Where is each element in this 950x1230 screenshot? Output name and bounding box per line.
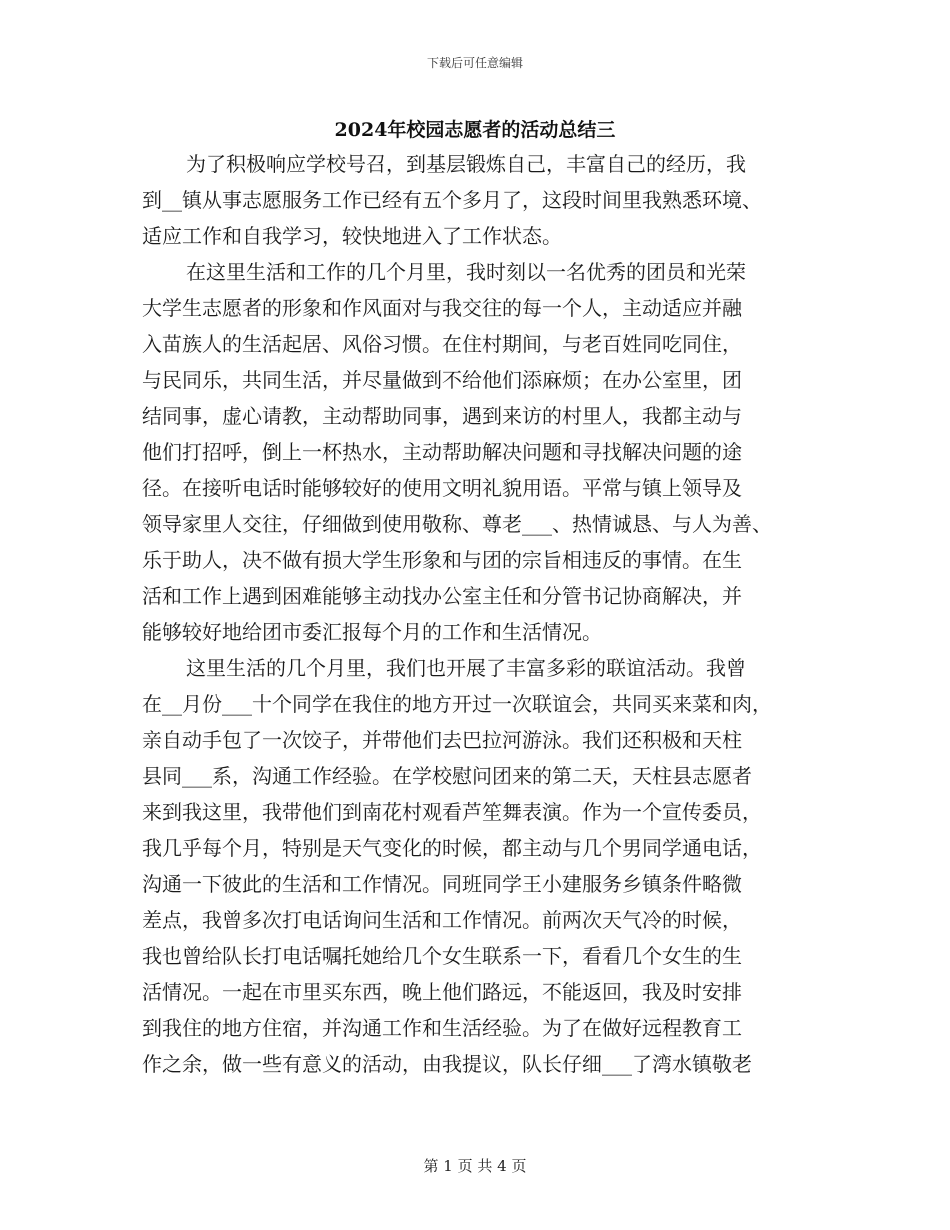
body-line: 这里生活的几个月里，我们也开展了丰富多彩的联谊活动。我曾: [186, 656, 746, 680]
body-line: 活和工作上遇到困难能够主动找办公室主任和分管书记协商解决，并: [142, 584, 742, 608]
body-line: 乐于助人，决不做有损大学生形象和与团的宗旨相违反的事情。在生: [142, 548, 742, 572]
body-line: 到__镇从事志愿服务工作已经有五个多月了，这段时间里我熟悉环境、: [142, 188, 762, 212]
body-line: 与民同乐，共同生活，并尽量做到不给他们添麻烦；在办公室里，团: [142, 368, 742, 392]
body-line: 差点，我曾多次打电话询问生活和工作情况。前两次天气冷的时候，: [142, 908, 742, 932]
body-line: 我也曾给队长打电话嘱托她给几个女生联系一下，看看几个女生的生: [142, 944, 742, 968]
body-line: 入苗族人的生活起居、风俗习惯。在住村期间，与老百姓同吃同住，: [142, 332, 742, 356]
body-line: 活情况。一起在市里买东西，晚上他们路远，不能返回，我及时安排: [142, 980, 742, 1004]
body-line: 作之余，做一些有意义的活动，由我提议，队长仔细___了湾水镇敬老: [142, 1052, 752, 1076]
body-line: 到我住的地方住宿，并沟通工作和生活经验。为了在做好远程教育工: [142, 1016, 742, 1040]
body-line: 径。在接听电话时能够较好的使用文明礼貌用语。平常与镇上领导及: [142, 476, 742, 500]
body-line: 在这里生活和工作的几个月里，我时刻以一名优秀的团员和光荣: [186, 260, 746, 284]
header-note: 下载后可任意编辑: [426, 56, 523, 70]
body-line: 他们打招呼，倒上一杯热水，主动帮助解决问题和寻找解决问题的途: [142, 440, 742, 464]
body-line: 适应工作和自我学习，较快地进入了工作状态。: [142, 224, 562, 248]
body-line: 为了积极响应学校号召，到基层锻炼自己，丰富自己的经历，我: [186, 152, 746, 176]
body-line: 来到我这里，我带他们到南花村观看芦笙舞表演。作为一个宣传委员，: [142, 800, 762, 824]
document-title: 2024年校园志愿者的活动总结三: [334, 119, 616, 141]
body-line: 大学生志愿者的形象和作风面对与我交往的每一个人，主动适应并融: [142, 296, 742, 320]
body-line: 县同___系，沟通工作经验。在学校慰问团来的第二天，天柱县志愿者: [142, 764, 752, 788]
body-line: 在__月份___十个同学在我住的地方开过一次联谊会，共同买来菜和肉，: [142, 692, 772, 716]
page-number: 第 1 页 共 4 页: [423, 1157, 527, 1175]
body-line: 沟通一下彼此的生活和工作情况。同班同学王小建服务乡镇条件略微: [142, 872, 742, 896]
body-line: 亲自动手包了一次饺子，并带他们去巴拉河游泳。我们还积极和天柱: [142, 728, 742, 752]
body-line: 能够较好地给团市委汇报每个月的工作和生活情况。: [142, 620, 602, 644]
body-line: 结同事，虚心请教，主动帮助同事，遇到来访的村里人，我都主动与: [142, 404, 742, 428]
body-line: 我几乎每个月，特别是天气变化的时候，都主动与几个男同学通电话，: [142, 836, 762, 860]
body-line: 领导家里人交往，仔细做到使用敬称、尊老___、热情诚恳、与人为善、: [142, 512, 772, 536]
